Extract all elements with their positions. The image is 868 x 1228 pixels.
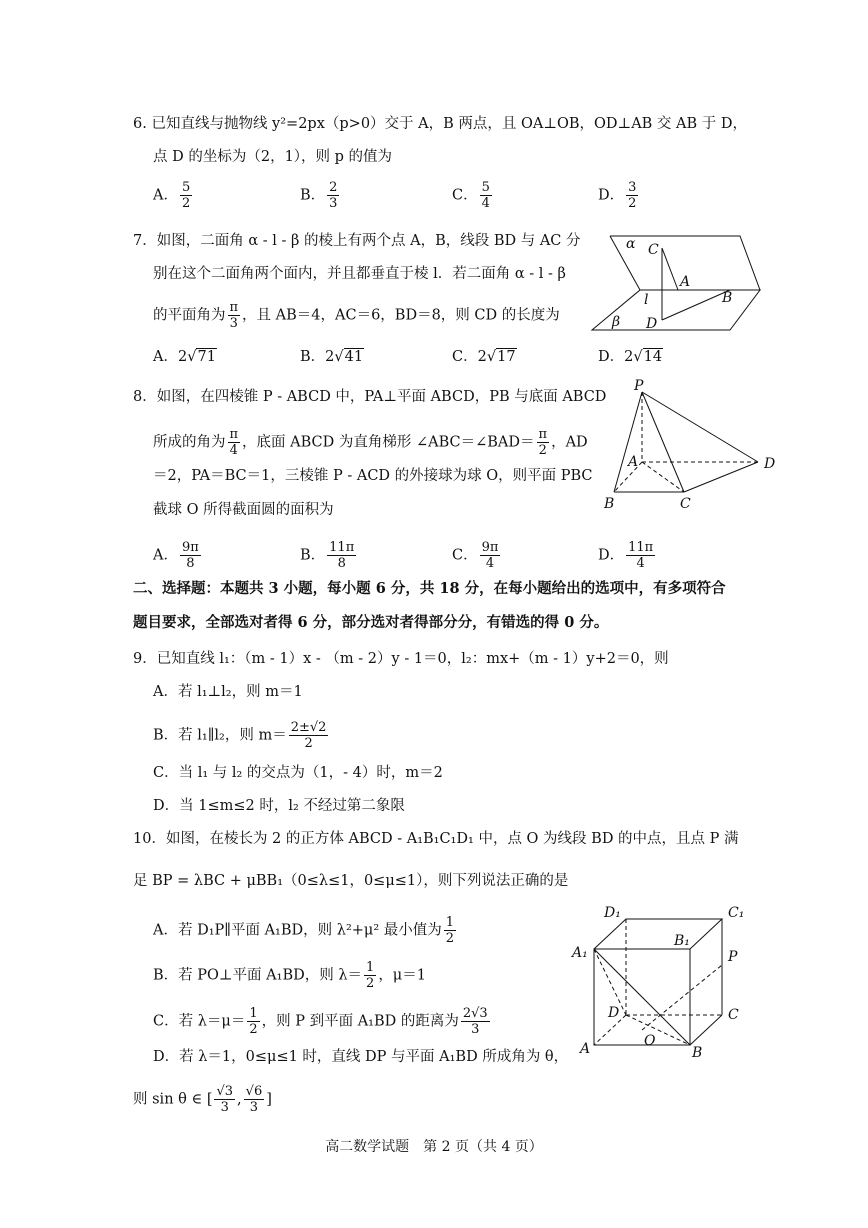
- q7-label-a: A: [680, 274, 691, 290]
- q8-label-d: D: [764, 456, 776, 472]
- q10-label-c1: C₁: [728, 905, 745, 921]
- q10-option-d-line1: D．若 λ＝1，0≤μ≤1 时，直线 DP 与平面 A₁BD 所成角为 θ，: [153, 1049, 569, 1065]
- q7-option-c: C．2√17: [452, 349, 516, 365]
- section-2-heading-line1: 二、选择题：本题共 3 小题，每小题 6 分，共 18 分，在每小题给出的选项中，有多项符合: [133, 580, 726, 597]
- q7-label-b: B: [722, 290, 733, 306]
- q9-option-b: B．若 l₁∥l₂，则 m＝ $\frac{2\pm√2}{2}$: [153, 720, 327, 751]
- q10-option-a: A．若 D₁P∥平面 A₁BD，则 λ²+μ² 最小值为 $\frac{1}{2}$: [153, 915, 455, 946]
- q7-option-b: B．2√41: [300, 349, 364, 365]
- q6-stem-line1: 6. 已知直线与抛物线 y²=2px（p>0）交于 A，B 两点，且 OA⊥OB，OD⊥AB 交 AB 于 D，: [133, 116, 748, 132]
- q8-stem-line2: 所成的角为 $\frac{\pi}{4}$ ，底面 ABCD 为直角梯形 ∠ABC＝∠BAD＝ $\frac{\pi}{2}$ ，AD: [153, 427, 588, 458]
- q7-stem-line2: 别在这个二面角两个面内，并且都垂直于棱 l．若二面角 α - l - β: [153, 266, 566, 282]
- q10-option-c: C．若 λ＝μ＝ $\frac{1}{2}$ ，则 P 到平面 A₁BD 的距离为 $\frac{2√3}{3}$: [153, 1006, 488, 1037]
- page-footer: 高二数学试题 第 2 页（共 4 页）: [325, 1139, 543, 1155]
- q10-label-a: A: [580, 1041, 591, 1057]
- q9-option-d: D．当 1≤m≤2 时，l₂ 不经过第二象限: [153, 798, 405, 814]
- q9-option-a: A．若 l₁⊥l₂，则 m＝1: [153, 684, 303, 700]
- q6-option-c: C． $\frac{5}{4}$: [452, 180, 490, 211]
- q8-stem-line4: 截球 O 所得截面圆的面积为: [153, 502, 334, 518]
- q7-label-beta: β: [612, 314, 621, 330]
- q8-option-d: D． $\frac{11\pi}{4}$: [598, 540, 654, 571]
- q7-option-d: D．2√14: [598, 349, 663, 365]
- section-2-heading-line2: 题目要求，全部选对者得 6 分，部分选对者得部分分，有错选的得 0 分。: [133, 614, 609, 631]
- q10-label-b: B: [692, 1045, 703, 1061]
- q9-stem: 9．已知直线 l₁：（m - 1）x - （m - 2）y - 1＝0，l₂：mx+（m - 1）y+2＝0，则: [133, 651, 669, 667]
- q8-stem-line1: 8．如图，在四棱锥 P - ABCD 中，PA⊥平面 ABCD，PB 与底面 ABCD: [133, 389, 607, 405]
- q8-option-a: A． $\frac{9\pi}{8}$: [153, 540, 199, 571]
- q8-label-c: C: [680, 496, 691, 512]
- q6-option-b: B． $\frac{2}{3}$: [300, 180, 338, 211]
- q10-option-d-line2: 则 sin θ ∈ [ $\frac{√3}{3}$ , $\frac{√6}{3}$ ]: [133, 1084, 272, 1115]
- q8-label-a: A: [628, 454, 639, 470]
- q10-label-d1: D₁: [604, 905, 621, 921]
- q7-option-a: A．2√71: [153, 349, 216, 365]
- q8-label-b: B: [604, 496, 615, 512]
- q6-option-a: A． $\frac{5}{2}$: [153, 180, 191, 211]
- q6-stem-line2: 点 D 的坐标为（2，1），则 p 的值为: [153, 149, 393, 165]
- q8-pyramid-figure: [600, 380, 780, 510]
- q10-label-o: O: [644, 1033, 656, 1049]
- q10-label-c: C: [728, 1007, 739, 1023]
- q10-stem-line1: 10．如图，在棱长为 2 的正方体 ABCD - A₁B₁C₁D₁ 中，点 O 为线段 BD 的中点，且点 P 满: [133, 831, 739, 847]
- q10-stem-line2: 足 BP = λBC + μBB₁（0≤λ≤1，0≤μ≤1），则下列说法正确的是: [133, 873, 569, 889]
- q6-option-d: D． $\frac{3}{2}$: [598, 180, 637, 211]
- q10-option-b: B．若 PO⊥平面 A₁BD，则 λ＝ $\frac{1}{2}$ ，μ＝1: [153, 960, 426, 991]
- q8-option-c: C． $\frac{9\pi}{4}$: [452, 540, 499, 571]
- q10-label-a1: A₁: [572, 945, 588, 961]
- q8-stem-line3: ＝2，PA＝BC＝1，三棱锥 P - ACD 的外接球为球 O，则平面 PBC: [153, 468, 593, 484]
- q7-stem-line3: 的平面角为 $\frac{\pi}{3}$ ，且 AB＝4，AC＝6，BD＝8，则 CD 的长度为: [153, 300, 560, 331]
- q9-option-c: C．当 l₁ 与 l₂ 的交点为（1，- 4）时，m＝2: [153, 765, 443, 781]
- q7-label-d: D: [646, 316, 658, 332]
- q7-label-c: C: [648, 242, 659, 258]
- q10-label-b1: B₁: [674, 933, 690, 949]
- q7-dihedral-figure: [590, 228, 770, 338]
- q10-label-d: D: [608, 1005, 620, 1021]
- q8-label-p: P: [634, 378, 644, 394]
- q7-stem-line1: 7．如图，二面角 α - l - β 的棱上有两个点 A，B，线段 BD 与 AC 分: [133, 233, 581, 249]
- q8-option-b: B． $\frac{11\pi}{8}$: [300, 540, 355, 571]
- q10-label-p: P: [728, 949, 738, 965]
- q7-label-l: l: [644, 292, 649, 308]
- q10-cube-figure: [570, 905, 760, 1065]
- q7-label-alpha: α: [626, 236, 636, 252]
